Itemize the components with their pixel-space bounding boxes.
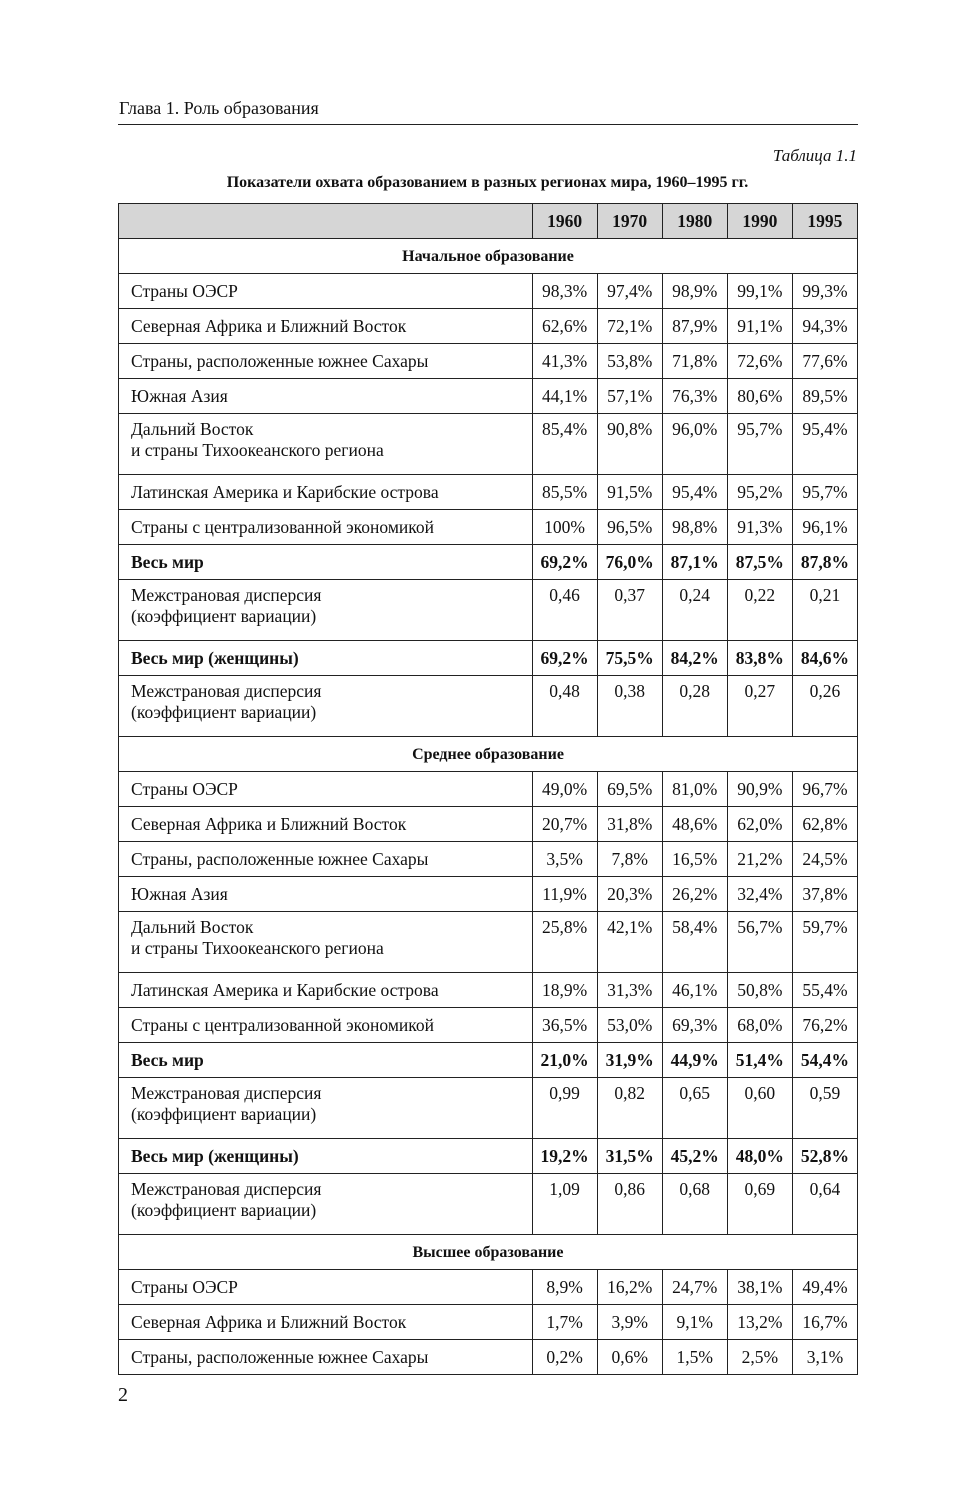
- value-cell: 20,3%: [597, 877, 662, 912]
- row-label: Страны, расположенные южнее Сахары: [119, 1340, 533, 1375]
- table-row: [119, 414, 858, 475]
- table-row: [119, 510, 858, 545]
- value-cell: 97,4%: [597, 274, 662, 309]
- value-cell: 0,6%: [597, 1340, 662, 1375]
- value-cell: 24,7%: [662, 1270, 727, 1305]
- value-cell: 2,5%: [727, 1340, 792, 1375]
- value-cell: 31,3%: [597, 973, 662, 1008]
- section-title: Начальное образование: [119, 239, 858, 274]
- row-label: Дальний Восток и страны Тихоокеанского региона: [119, 912, 533, 973]
- value-cell: 84,6%: [792, 641, 857, 676]
- value-cell: 77,6%: [792, 344, 857, 379]
- row-label: Северная Африка и Ближний Восток: [119, 309, 533, 344]
- value-cell: 9,1%: [662, 1305, 727, 1340]
- value-cell: 72,1%: [597, 309, 662, 344]
- value-cell: 0,99: [532, 1078, 597, 1139]
- value-cell: 0,59: [792, 1078, 857, 1139]
- value-cell: 95,7%: [727, 414, 792, 475]
- value-cell: 3,5%: [532, 842, 597, 877]
- table-header-row: [119, 204, 858, 239]
- value-cell: 91,5%: [597, 475, 662, 510]
- value-cell: 87,5%: [727, 545, 792, 580]
- value-cell: 0,46: [532, 580, 597, 641]
- row-label: Межстрановая дисперсия (коэффициент вариации): [119, 580, 533, 641]
- value-cell: 0,65: [662, 1078, 727, 1139]
- value-cell: 71,8%: [662, 344, 727, 379]
- table-row: [119, 274, 858, 309]
- table-row: [119, 1305, 858, 1340]
- value-cell: 8,9%: [532, 1270, 597, 1305]
- value-cell: 76,2%: [792, 1008, 857, 1043]
- value-cell: 98,9%: [662, 274, 727, 309]
- value-cell: 44,9%: [662, 1043, 727, 1078]
- value-cell: 83,8%: [727, 641, 792, 676]
- value-cell: 52,8%: [792, 1139, 857, 1174]
- table-row: [119, 1270, 858, 1305]
- row-label: Весь мир (женщины): [119, 641, 533, 676]
- value-cell: 69,2%: [532, 641, 597, 676]
- table-row: [119, 1078, 858, 1139]
- value-cell: 0,86: [597, 1174, 662, 1235]
- value-cell: 25,8%: [532, 912, 597, 973]
- value-cell: 16,5%: [662, 842, 727, 877]
- value-cell: 59,7%: [792, 912, 857, 973]
- row-label: Северная Африка и Ближний Восток: [119, 807, 533, 842]
- value-cell: 91,3%: [727, 510, 792, 545]
- value-cell: 21,0%: [532, 1043, 597, 1078]
- value-cell: 0,37: [597, 580, 662, 641]
- value-cell: 26,2%: [662, 877, 727, 912]
- value-cell: 85,4%: [532, 414, 597, 475]
- value-cell: 16,7%: [792, 1305, 857, 1340]
- table-row: [119, 1139, 858, 1174]
- value-cell: 90,8%: [597, 414, 662, 475]
- value-cell: 50,8%: [727, 973, 792, 1008]
- value-cell: 69,3%: [662, 1008, 727, 1043]
- table-row: [119, 1008, 858, 1043]
- running-title: Глава 1. Роль образования: [119, 98, 319, 118]
- value-cell: 76,0%: [597, 545, 662, 580]
- value-cell: 57,1%: [597, 379, 662, 414]
- section-row: [119, 737, 858, 772]
- value-cell: 0,64: [792, 1174, 857, 1235]
- table-title: Показатели охвата образованием в разных регионах мира, 1960–1995 гг.: [226, 174, 749, 191]
- running-header: [118, 96, 858, 125]
- value-cell: 51,4%: [727, 1043, 792, 1078]
- value-cell: 55,4%: [792, 973, 857, 1008]
- value-cell: 72,6%: [727, 344, 792, 379]
- table-row: [119, 641, 858, 676]
- section-title: Высшее образование: [119, 1235, 858, 1270]
- column-header: 1995: [792, 204, 857, 239]
- enrollment-table: [118, 203, 858, 1375]
- value-cell: 31,5%: [597, 1139, 662, 1174]
- value-cell: 0,24: [662, 580, 727, 641]
- table-row: [119, 1340, 858, 1375]
- value-cell: 81,0%: [662, 772, 727, 807]
- row-label: Латинская Америка и Карибские острова: [119, 973, 533, 1008]
- value-cell: 31,9%: [597, 1043, 662, 1078]
- value-cell: 45,2%: [662, 1139, 727, 1174]
- table-row: [119, 676, 858, 737]
- value-cell: 95,2%: [727, 475, 792, 510]
- value-cell: 94,3%: [792, 309, 857, 344]
- value-cell: 95,4%: [792, 414, 857, 475]
- value-cell: 0,2%: [532, 1340, 597, 1375]
- table-row: [119, 772, 858, 807]
- value-cell: 0,60: [727, 1078, 792, 1139]
- row-label: Страны, расположенные южнее Сахары: [119, 842, 533, 877]
- table-row: [119, 309, 858, 344]
- value-cell: 96,5%: [597, 510, 662, 545]
- value-cell: 0,48: [532, 676, 597, 737]
- value-cell: 3,1%: [792, 1340, 857, 1375]
- column-header: 1980: [662, 204, 727, 239]
- value-cell: 62,6%: [532, 309, 597, 344]
- value-cell: 62,0%: [727, 807, 792, 842]
- value-cell: 69,5%: [597, 772, 662, 807]
- value-cell: 85,5%: [532, 475, 597, 510]
- value-cell: 41,3%: [532, 344, 597, 379]
- value-cell: 46,1%: [662, 973, 727, 1008]
- value-cell: 87,1%: [662, 545, 727, 580]
- column-header: 1960: [532, 204, 597, 239]
- value-cell: 44,1%: [532, 379, 597, 414]
- value-cell: 80,6%: [727, 379, 792, 414]
- value-cell: 69,2%: [532, 545, 597, 580]
- value-cell: 16,2%: [597, 1270, 662, 1305]
- row-label: Страны с централизованной экономикой: [119, 510, 533, 545]
- row-label: Страны ОЭСР: [119, 274, 533, 309]
- value-cell: 20,7%: [532, 807, 597, 842]
- value-cell: 31,8%: [597, 807, 662, 842]
- value-cell: 0,22: [727, 580, 792, 641]
- page-number: 2: [118, 1384, 128, 1406]
- table-row: [119, 912, 858, 973]
- value-cell: 24,5%: [792, 842, 857, 877]
- value-cell: 87,9%: [662, 309, 727, 344]
- value-cell: 99,3%: [792, 274, 857, 309]
- value-cell: 95,7%: [792, 475, 857, 510]
- value-cell: 49,4%: [792, 1270, 857, 1305]
- value-cell: 0,26: [792, 676, 857, 737]
- table-row: [119, 344, 858, 379]
- row-label: Дальний Восток и страны Тихоокеанского региона: [119, 414, 533, 475]
- table-row: [119, 580, 858, 641]
- value-cell: 1,7%: [532, 1305, 597, 1340]
- value-cell: 11,9%: [532, 877, 597, 912]
- table-row: [119, 379, 858, 414]
- value-cell: 0,68: [662, 1174, 727, 1235]
- value-cell: 0,69: [727, 1174, 792, 1235]
- value-cell: 49,0%: [532, 772, 597, 807]
- value-cell: 96,0%: [662, 414, 727, 475]
- row-label: Межстрановая дисперсия (коэффициент вариации): [119, 1174, 533, 1235]
- table-label: Таблица 1.1: [772, 146, 857, 165]
- value-cell: 89,5%: [792, 379, 857, 414]
- value-cell: 76,3%: [662, 379, 727, 414]
- header-empty-cell: [119, 204, 533, 239]
- table-row: [119, 545, 858, 580]
- value-cell: 0,28: [662, 676, 727, 737]
- value-cell: 0,38: [597, 676, 662, 737]
- value-cell: 58,4%: [662, 912, 727, 973]
- value-cell: 48,6%: [662, 807, 727, 842]
- section-row: [119, 239, 858, 274]
- value-cell: 3,9%: [597, 1305, 662, 1340]
- table-row: [119, 807, 858, 842]
- table-body: [119, 204, 858, 1375]
- value-cell: 21,2%: [727, 842, 792, 877]
- row-label: Страны с централизованной экономикой: [119, 1008, 533, 1043]
- table-row: [119, 877, 858, 912]
- section-title: Среднее образование: [119, 737, 858, 772]
- row-label: Южная Азия: [119, 379, 533, 414]
- row-label: Южная Азия: [119, 877, 533, 912]
- value-cell: 0,82: [597, 1078, 662, 1139]
- value-cell: 100%: [532, 510, 597, 545]
- value-cell: 18,9%: [532, 973, 597, 1008]
- table-row: [119, 1043, 858, 1078]
- value-cell: 62,8%: [792, 807, 857, 842]
- row-label: Северная Африка и Ближний Восток: [119, 1305, 533, 1340]
- value-cell: 96,7%: [792, 772, 857, 807]
- value-cell: 54,4%: [792, 1043, 857, 1078]
- table-row: [119, 1174, 858, 1235]
- row-label: Межстрановая дисперсия (коэффициент вариации): [119, 1078, 533, 1139]
- value-cell: 56,7%: [727, 912, 792, 973]
- row-label: Межстрановая дисперсия (коэффициент вариации): [119, 676, 533, 737]
- table-row: [119, 475, 858, 510]
- table-row: [119, 973, 858, 1008]
- section-row: [119, 1235, 858, 1270]
- value-cell: 75,5%: [597, 641, 662, 676]
- value-cell: 96,1%: [792, 510, 857, 545]
- row-label: Латинская Америка и Карибские острова: [119, 475, 533, 510]
- value-cell: 98,3%: [532, 274, 597, 309]
- row-label: Весь мир: [119, 1043, 533, 1078]
- value-cell: 53,0%: [597, 1008, 662, 1043]
- value-cell: 1,09: [532, 1174, 597, 1235]
- table-row: [119, 842, 858, 877]
- column-header: 1970: [597, 204, 662, 239]
- value-cell: 36,5%: [532, 1008, 597, 1043]
- row-label: Весь мир (женщины): [119, 1139, 533, 1174]
- value-cell: 32,4%: [727, 877, 792, 912]
- value-cell: 84,2%: [662, 641, 727, 676]
- value-cell: 37,8%: [792, 877, 857, 912]
- value-cell: 7,8%: [597, 842, 662, 877]
- value-cell: 68,0%: [727, 1008, 792, 1043]
- value-cell: 87,8%: [792, 545, 857, 580]
- value-cell: 98,8%: [662, 510, 727, 545]
- row-label: Страны, расположенные южнее Сахары: [119, 344, 533, 379]
- value-cell: 38,1%: [727, 1270, 792, 1305]
- value-cell: 48,0%: [727, 1139, 792, 1174]
- value-cell: 13,2%: [727, 1305, 792, 1340]
- value-cell: 42,1%: [597, 912, 662, 973]
- row-label: Страны ОЭСР: [119, 772, 533, 807]
- value-cell: 0,27: [727, 676, 792, 737]
- row-label: Страны ОЭСР: [119, 1270, 533, 1305]
- value-cell: 91,1%: [727, 309, 792, 344]
- value-cell: 90,9%: [727, 772, 792, 807]
- value-cell: 95,4%: [662, 475, 727, 510]
- value-cell: 99,1%: [727, 274, 792, 309]
- value-cell: 1,5%: [662, 1340, 727, 1375]
- value-cell: 53,8%: [597, 344, 662, 379]
- row-label: Весь мир: [119, 545, 533, 580]
- value-cell: 0,21: [792, 580, 857, 641]
- column-header: 1990: [727, 204, 792, 239]
- value-cell: 19,2%: [532, 1139, 597, 1174]
